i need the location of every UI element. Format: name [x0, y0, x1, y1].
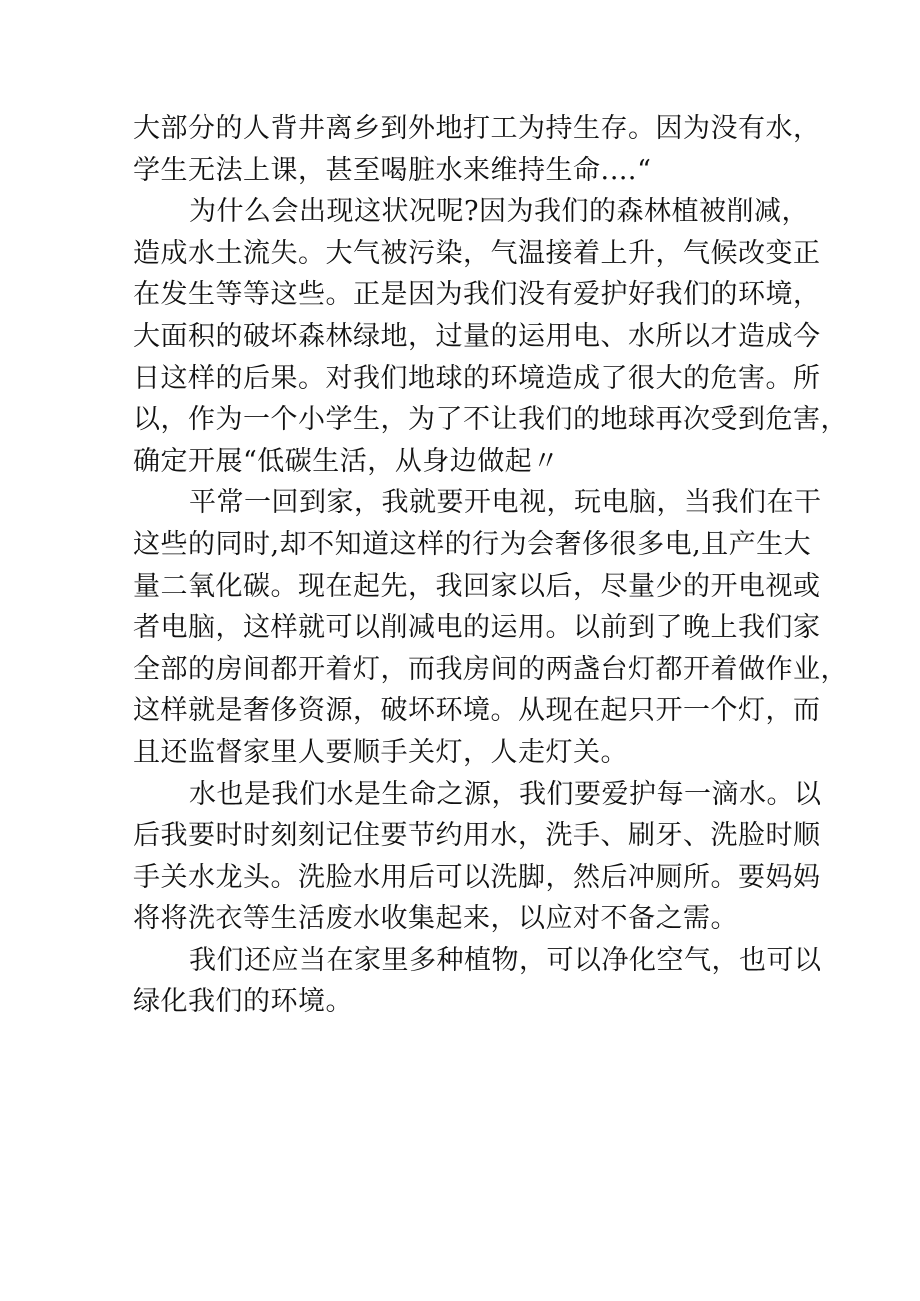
text-line: 造成水土流失。大气被污染，气温接着上升，气候改变正 [133, 237, 821, 269]
paragraph [133, 940, 822, 1023]
text-line: 为什么会出现这状况呢?因为我们的森林植被削减， [189, 196, 809, 228]
text-line: 这些的同时,却不知道这样的行为会奢侈很多电,且产生大 [133, 528, 812, 560]
text-line: 绿化我们的环境。 [133, 986, 353, 1018]
text-line: 以，作为一个小学生，为了不让我们的地球再次受到危害， [133, 404, 848, 436]
text-line: 后我要时时刻刻记住要节约用水，洗手、刷牙、洗脸时顺 [133, 820, 821, 852]
text-line: 在发生等等这些。正是因为我们没有爱护好我们的环境， [133, 279, 821, 311]
text-line: 水也是我们水是生命之源，我们要爱护每一滴水。以 [189, 778, 822, 810]
text-line: 日这样的后果。对我们地球的环境造成了很大的危害。所 [133, 362, 821, 394]
paragraph [133, 191, 848, 482]
text-line: 大部分的人背井离乡到外地打工为持生存。因为没有水， [133, 113, 821, 144]
text-line: 确定开展“低碳生活，从身边做起〃 [133, 445, 560, 477]
text-line: 将将洗衣等生活废水收集起来，以应对不备之需。 [133, 903, 738, 935]
paragraph [133, 108, 821, 191]
text-line: 我们还应当在家里多种植物，可以净化空气，也可以 [189, 944, 822, 976]
paragraph [133, 774, 822, 940]
text-line: 者电脑，这样就可以削减电的运用。以前到了晚上我们家 [133, 612, 821, 644]
text-line: 且还监督家里人要顺手关灯，人走灯关。 [133, 736, 628, 768]
text-line: 这样就是奢侈资源，破坏环境。从现在起只开一个灯，而 [133, 695, 821, 727]
text-line: 学生无法上课，甚至喝脏水来维持生命.…“ [133, 154, 652, 186]
text-line: 手关水龙头。洗脸水用后可以洗脚，然后冲厕所。要妈妈 [133, 861, 821, 893]
paragraph [133, 482, 848, 773]
text-line: 量二氧化碳。现在起先，我回家以后，尽量少的开电视或 [133, 570, 821, 602]
document-body [133, 108, 848, 1023]
text-line: 全部的房间都开着灯，而我房间的两盏台灯都开着做作业， [133, 653, 848, 685]
text-line: 大面积的破坏森林绿地，过量的运用电、水所以才造成今 [133, 320, 821, 352]
text-line: 平常一回到家，我就要开电视，玩电脑，当我们在干 [189, 487, 822, 519]
